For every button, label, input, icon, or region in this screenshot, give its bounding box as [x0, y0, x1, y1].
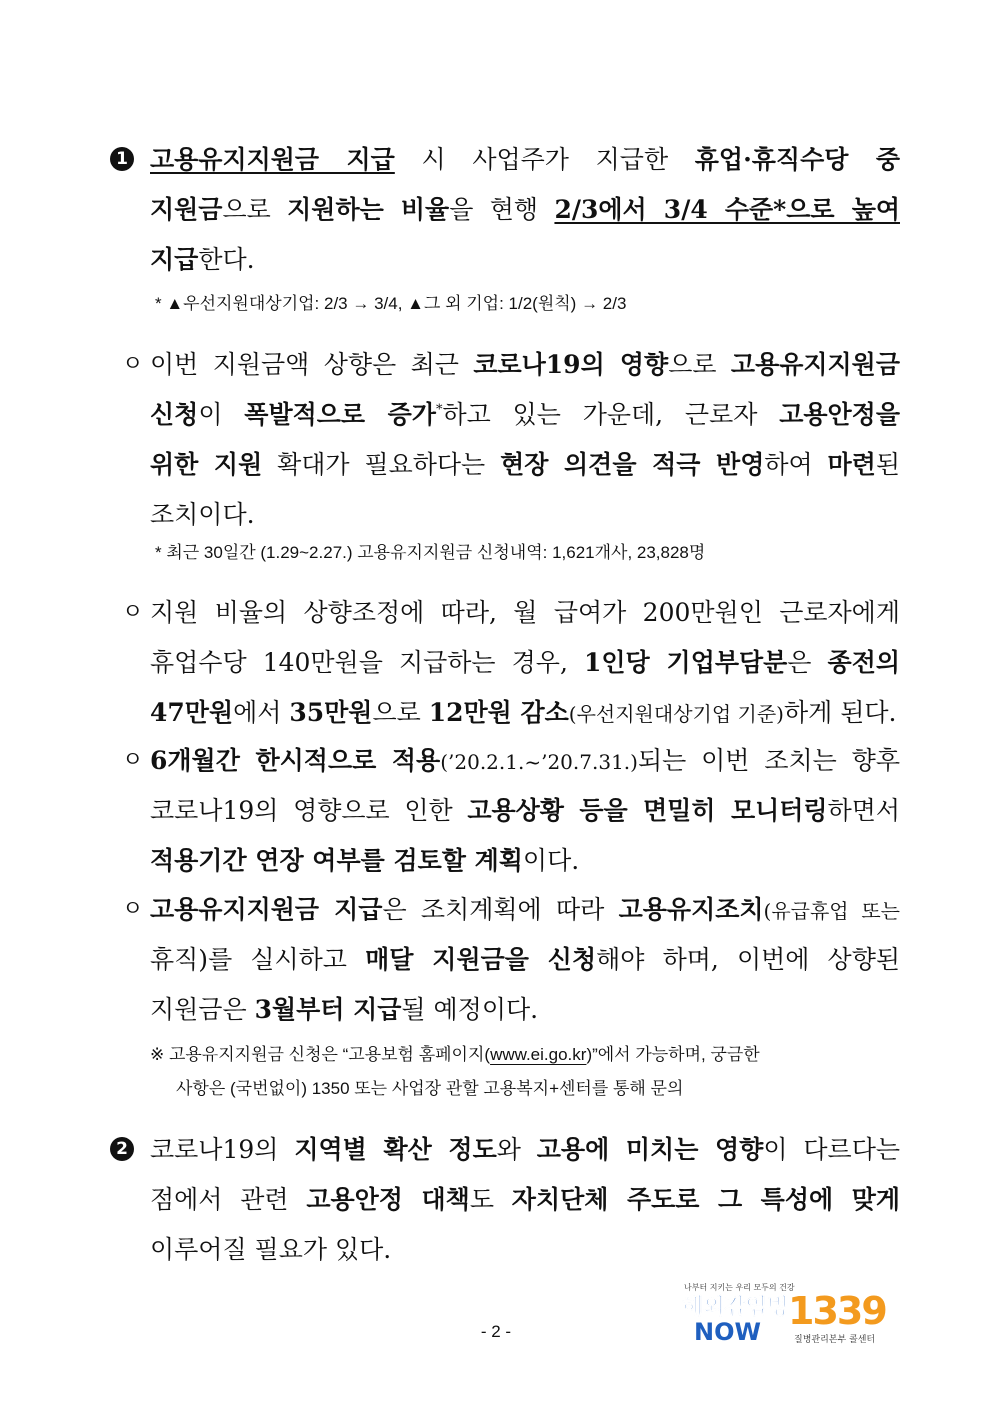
footnote-1: * ▲우선지원대상기업: 2/3 → 3/4, ▲그 외 기업: 1/2(원칙) → 2/3	[155, 294, 627, 313]
logo-subtitle: 질병관리본부 콜센터	[794, 1335, 876, 1345]
bullet-marker: ㅇ	[122, 352, 144, 377]
logo-tagline: 나부터 지키는 우리 모두의 건강	[684, 1283, 795, 1292]
logo-name-1: 해외감염병	[682, 1295, 789, 1320]
bullet-marker: ㅇ	[122, 600, 144, 625]
section-number-2-icon: 2	[110, 1137, 134, 1161]
section-2: 2 코로나19의 지역별 확산 정도와 고용에 미치는 영향이 다르다는 점에서 관련 고용안정 대책도 자치단체 주도로 그 특성에 맞게 이루어질 필요가 있다.	[110, 1125, 900, 1275]
section-1-line-3: 지급한다.	[150, 245, 255, 274]
footnote-3-line-2: 사항은 (국번없이) 1350 또는 사업장 관할 고용복지+센터를 통해 문의	[176, 1079, 684, 1098]
logo-number	[788, 1289, 886, 1333]
bullet-2: ㅇ 지원 비율의 상향조정에 따라, 월 급여가 200만원인 근로자에게 휴업수당 140만원을 지급하는 경우, 1인당 기업부담분은 종전의 47만원에서 35만원으로 12만원 감소(우선지원대상기업 기준)하게 된다.	[110, 588, 900, 738]
page-number: - 2 -	[480, 1322, 512, 1341]
logo-name-2: NOW	[694, 1318, 761, 1346]
bullet-marker: ㅇ	[122, 897, 144, 922]
footnote-2: * 최근 30일간 (1.29~2.27.) 고용유지지원금 신청내역: 1,621개사, 23,828명	[155, 543, 706, 562]
section-number-1-icon: 1	[110, 147, 134, 171]
bullet-3: ㅇ 6개월간 한시적으로 적용(’20.2.1.~’20.7.31.)되는 이번 조치는 향후 코로나19의 영향으로 인한 고용상황 등을 면밀히 모니터링하면서 적용기간 연장 여부를 검토할 계획이다.	[110, 736, 900, 886]
kcdc-1339-logo	[680, 1280, 906, 1348]
section-1-line-1: 고용유지지원금 지급 시 사업주가 지급한 휴업·휴직수당 중	[150, 145, 900, 174]
bullet-4: ㅇ 고용유지지원금 지급은 조치계획에 따라 고용유지조치(유급휴업 또는 휴직)를 실시하고 매달 지원금을 신청해야 하며, 이번에 상향된 지원금은 3월부터 지급될 예정이다.	[110, 885, 900, 1035]
section-1-line-2: 지원금으로 지원하는 비율을 현행 2/3에서 3/4 수준*으로 높여	[150, 195, 900, 224]
bullet-marker: ㅇ	[122, 748, 144, 773]
footnote-3-line-1: ※ 고용유지지원금 신청은 “고용보험 홈페이지(www.ei.go.kr)”에서 가능하며, 궁금한	[150, 1045, 760, 1064]
homepage-link[interactable]: www.ei.go.kr	[490, 1045, 587, 1064]
logo-number-text: 1339	[788, 1289, 886, 1333]
bullet-1: ㅇ 이번 지원금액 상향은 최근 코로나19의 영향으로 고용유지지원금 신청이 폭발적으로 증가*하고 있는 가운데, 근로자 고용안정을 위한 지원 확대가 필요하다는 현장 의견을 적극 반영하여 마련된 조치이다.	[110, 340, 900, 540]
section-1	[110, 135, 900, 285]
